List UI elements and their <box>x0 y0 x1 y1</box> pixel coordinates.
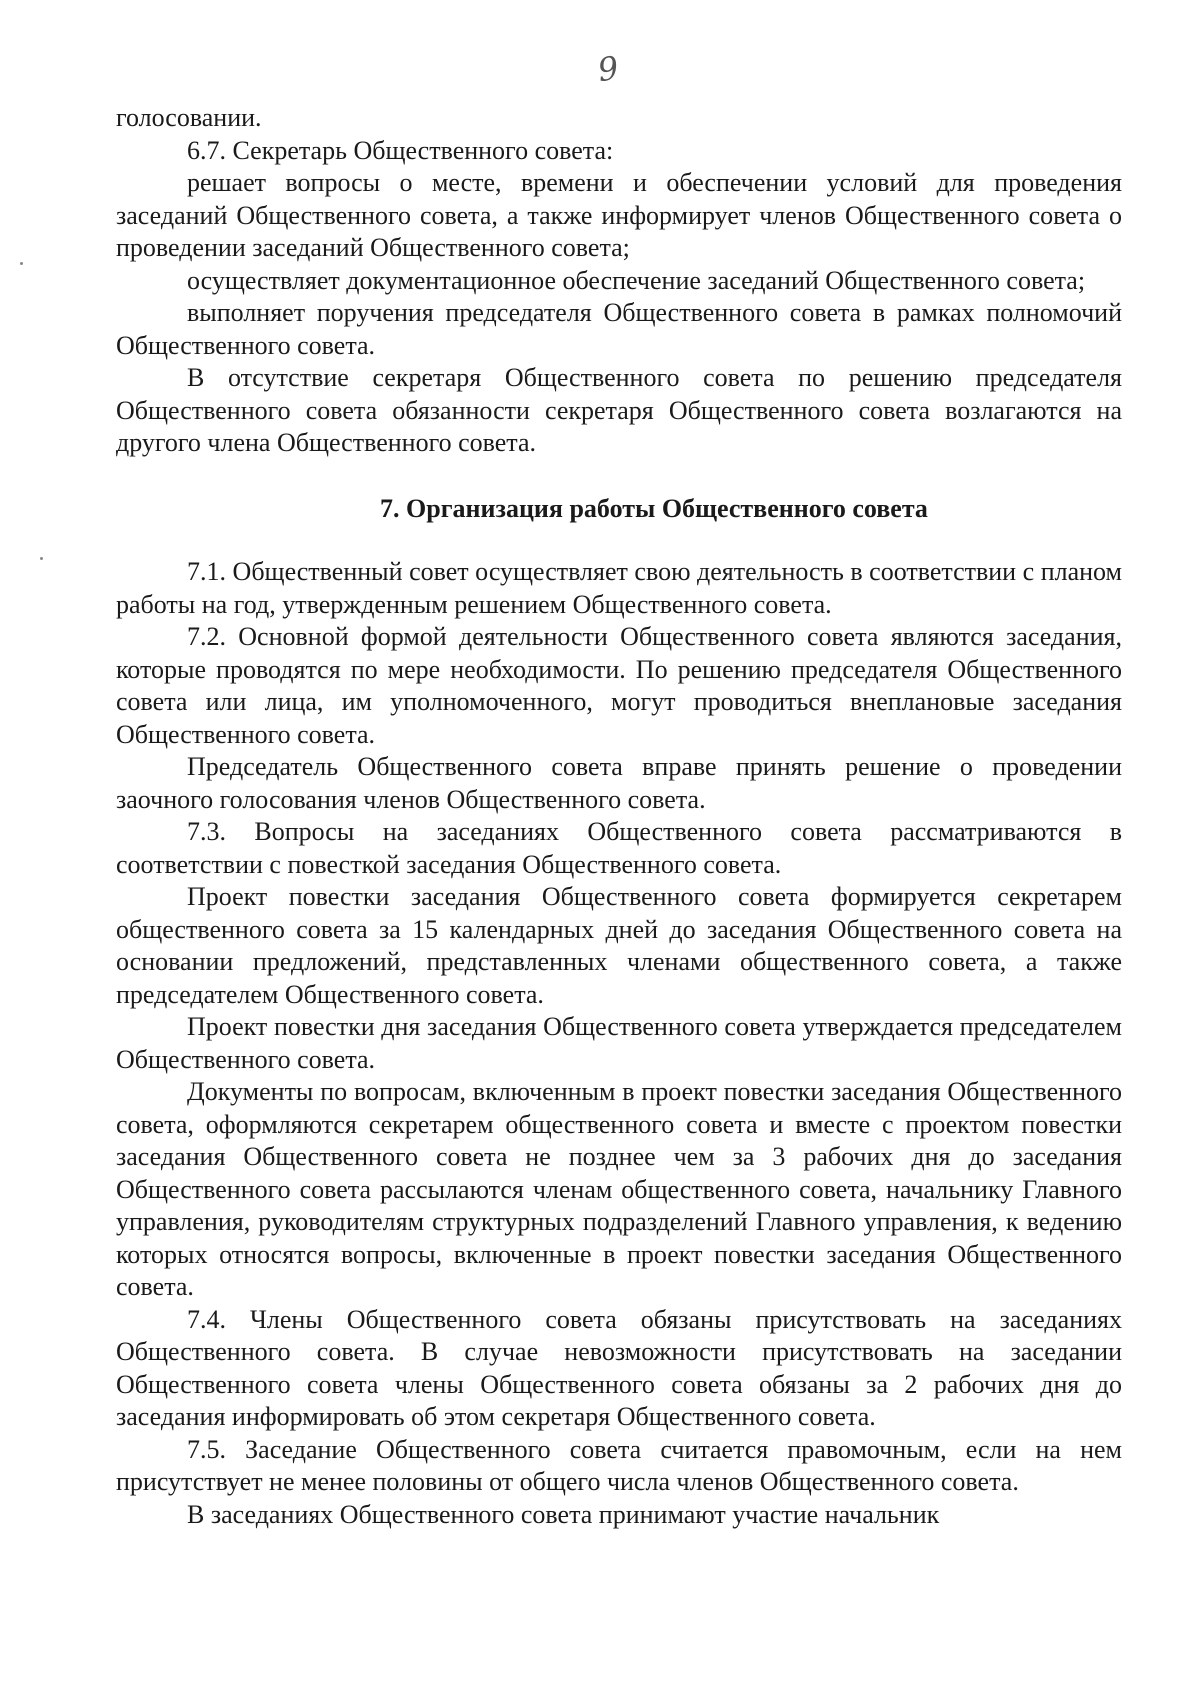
page-number: 9 <box>595 48 621 90</box>
paragraph: В отсутствие секретаря Общественного совета по решению председателя Общественного совета обязанности секретаря Общественного совета возлагаются на другого члена Общественного совета. <box>116 363 1122 457</box>
paragraph: Проект повестки заседания Общественного совета формируется секретарем общественного совета за 15 календарных дней до заседания Общественного совета на основании предложений, представленных членами общественного совета, а также председателем Общественного совета. <box>116 882 1122 1009</box>
paragraph: 7.1. Общественный совет осуществляет свою деятельность в соответствии с планом работы на год, утвержденным решением Общественного совета. <box>116 557 1122 619</box>
document-body <box>116 102 1122 1531</box>
paragraph: решает вопросы о месте, времени и обеспечении условий для проведения заседаний Общественного совета, а также информирует членов Общественного совета о проведении заседаний Общественного совета; <box>116 168 1122 262</box>
paragraph: осуществляет документационное обеспечение заседаний Общественного совета; <box>187 265 1086 295</box>
paragraph: Проект повестки дня заседания Общественного совета утверждается председателем Общественного совета. <box>116 1012 1122 1074</box>
section-heading: 7. Организация работы Общественного совета <box>380 493 928 523</box>
paragraph: голосовании. <box>116 103 262 132</box>
paragraph: Документы по вопросам, включенным в проект повестки заседания Общественного совета, оформляются секретарем общественного совета и вместе с проектом повестки заседания Общественного совета не позднее чем за 3 рабочих дня до заседания Общественного совета рассылаются членам общественного совета, начальнику Главного управления, руководителям структурных подразделений Главного управления, к ведению которых относятся вопросы, включенные в проект повестки заседания Общественного совета. <box>116 1077 1122 1301</box>
paragraph: 7.2. Основной формой деятельности Общественного совета являются заседания, которые проводятся по мере необходимости. По решению председателя Общественного совета или лица, им уполномоченного, могут проводиться внеплановые заседания Общественного совета. <box>116 622 1122 749</box>
paragraph: 7.3. Вопросы на заседаниях Общественного совета рассматриваются в соответствии с повесткой заседания Общественного совета. <box>116 817 1122 879</box>
paragraph: 7.4. Члены Общественного совета обязаны присутствовать на заседаниях Общественного совета. В случае невозможности присутствовать на заседании Общественного совета члены Общественного совета обязаны за 2 рабочих дня до заседания информировать об этом секретаря Общественного совета. <box>116 1304 1122 1431</box>
paragraph: 6.7. Секретарь Общественного совета: <box>187 135 614 165</box>
scan-speck <box>40 557 43 560</box>
paragraph: выполняет поручения председателя Общественного совета в рамках полномочий Общественного совета. <box>116 298 1122 360</box>
paragraph: В заседаниях Общественного совета принимают участие начальник <box>187 1499 940 1529</box>
paragraph: 7.5. Заседание Общественного совета считается правомочным, если на нем присутствует не менее половины от общего числа членов Общественного совета. <box>116 1434 1122 1496</box>
scan-speck <box>20 262 23 265</box>
paragraph: Председатель Общественного совета вправе принять решение о проведении заочного голосования членов Общественного совета. <box>116 752 1122 814</box>
